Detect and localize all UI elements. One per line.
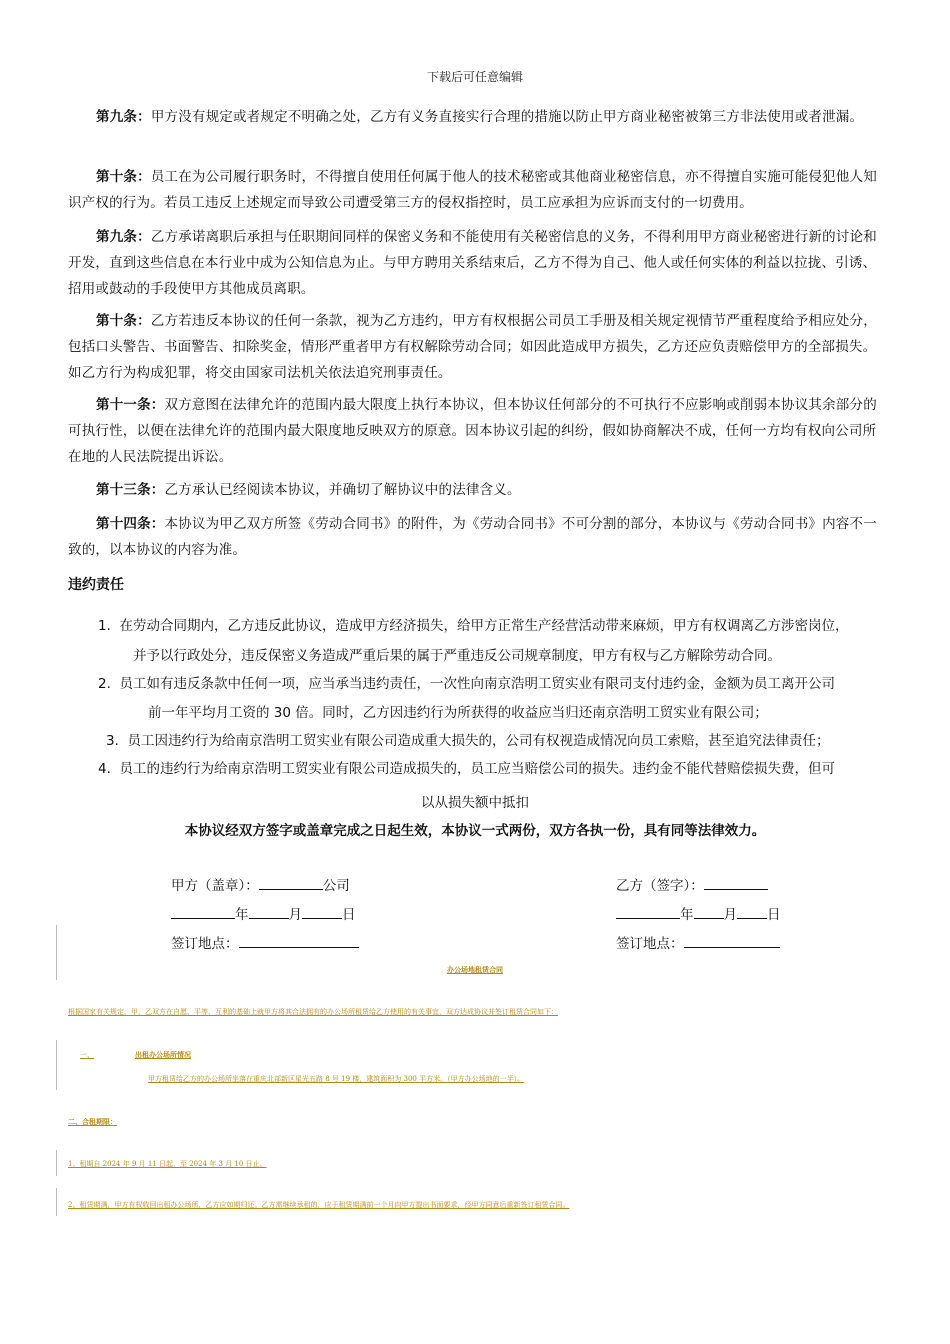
article-text: 乙方承认已经阅读本协议，并确切了解协议中的法律含义。 <box>164 482 521 498</box>
article-label: 第十一条： <box>96 397 165 413</box>
article-label: 第十四条： <box>96 516 165 532</box>
article-9a <box>68 104 880 130</box>
party-b-label: 乙方（签字）： <box>616 878 704 894</box>
place-label: 签订地点： <box>616 936 684 952</box>
liability-item-2-cont: 前一年平均月工资的 30 倍。同时，乙方因违约行为所获得的收益应当归还南京浩明工贸实业有限公司； <box>148 705 768 721</box>
blank-line <box>684 935 780 948</box>
party-a-place-line <box>171 932 359 952</box>
day-label: 日 <box>767 907 781 923</box>
party-a-date-line <box>171 903 356 923</box>
blank-line <box>171 906 235 919</box>
lease-section-1-title: 出租办公场所情况 <box>135 1050 191 1059</box>
lease-section-2-item-2: 2、租赁期满，甲方有权收回出租办公场所，乙方应如期归还。乙方需继续承租的，应于租赁期满前一个月向甲方提出书面要求，经甲方同意后重新签订租赁合同。 <box>68 1201 570 1209</box>
article-11 <box>68 392 880 470</box>
article-text: 本协议为甲乙双方所签《劳动合同书》的附件，为《劳动合同书》不可分割的部分，本协议与《劳动合同书》内容不一致的，以本协议的内容为准。 <box>68 516 877 558</box>
item-number: 1. <box>98 618 111 634</box>
margin-rule <box>56 1188 57 1216</box>
month-label: 月 <box>723 907 737 923</box>
article-label: 第十条： <box>96 169 151 185</box>
article-text: 双方意图在法律允许的范围内最大限度上执行本协议，但本协议任何部分的不可执行不应影响或削弱本协议其余部分的可执行性，以便在法律允许的范围内最大限度地反映双方的原意。因本协议引起的纠纷，假如协商解决不成，任何一方均有权向公司所在地的人民法院提出诉讼。 <box>68 397 877 465</box>
article-10b <box>68 308 880 386</box>
blank-line <box>737 906 767 919</box>
margin-rule <box>56 1150 57 1176</box>
article-9b <box>68 224 880 302</box>
year-label: 年 <box>235 907 249 923</box>
item-number: 2. <box>98 676 111 692</box>
blank-line <box>302 906 342 919</box>
item-text: 员工如有违反条款中任何一项，应当承当违约责任，一次性向南京浩明工贸实业有限司支付违约金，金额为员工离开公司 <box>119 676 835 692</box>
day-label: 日 <box>342 907 356 923</box>
blank-line <box>259 877 323 890</box>
party-a-sign-line <box>171 874 350 894</box>
article-14 <box>68 511 880 563</box>
liability-item-3 <box>106 726 906 756</box>
liability-item-4-cont: 以从损失额中抵扣 <box>421 795 529 811</box>
item-text: 员工的违约行为给南京浩明工贸实业有限公司造成损失的，员工应当赔偿公司的损失。违约金不能代替赔偿损失费，但可 <box>119 761 835 777</box>
lease-intro: 根据国家有关规定，甲、乙双方在自愿、平等、互利的基础上就甲方将其合法拥有的办公场所租赁给乙方使用的有关事宜，双方达成协议并签订租赁合同如下： <box>68 1008 558 1016</box>
lease-title: 办公场地租赁合同 <box>447 966 503 974</box>
liability-item-1-cont: 并予以行政处分，违反保密义务造成严重后果的属于严重违反公司规章制度，甲方有权与乙方解除劳动合同。 <box>133 648 781 664</box>
article-label: 第十条： <box>96 313 151 329</box>
liability-item-4 <box>98 754 898 784</box>
month-label: 月 <box>288 907 302 923</box>
item-number: 3. <box>106 733 119 749</box>
article-text: 乙方承诺离职后承担与任职期间同样的保密义务和不能使用有关秘密信息的义务，不得利用甲方商业秘密进行新的讨论和开发，直到这些信息在本行业中成为公知信息为止。与甲方聘用关系结束后，乙方不得为自己、他人或任何实体的利益以拉拢、引诱、招用或鼓动的手段使甲方其他成员离职。 <box>68 229 877 297</box>
article-label: 第九条： <box>96 109 151 125</box>
article-label: 第十三条： <box>96 482 165 498</box>
item-text: 员工因违约行为给南京浩明工贸实业有限公司造成重大损失的，公司有权视造成情况向员工索赔，甚至追究法律责任； <box>127 733 830 749</box>
place-label: 签订地点： <box>171 936 239 952</box>
article-text: 乙方若违反本协议的任何一条款，视为乙方违约，甲方有权根据公司员工手册及相关规定视情节严重程度给予相应处分，包括口头警告、书面警告、扣除奖金，情形严重者甲方有权解除劳动合同；如因此造成甲方损失，乙方还应负责赔偿甲方的全部损失。如乙方行为构成犯罪，将交由国家司法机关依法追究刑事责任。 <box>68 313 877 381</box>
blank-line <box>239 935 359 948</box>
blank-line <box>616 906 680 919</box>
article-13 <box>68 477 880 503</box>
party-b-sign-line <box>616 874 768 894</box>
item-text: 在劳动合同期内，乙方违反此协议，造成甲方经济损失，给甲方正常生产经营活动带来麻烦，甲方有权调离乙方涉密岗位， <box>119 618 849 634</box>
effect-statement: 本协议经双方签字或盖章完成之日起生效，本协议一式两份，双方各执一份，具有同等法律效力。 <box>184 823 766 839</box>
blank-line <box>249 906 289 919</box>
lease-section-1-number: 一、 <box>80 1051 94 1059</box>
lease-section-2-item-1: 1、租期自 2024 年 9 月 11 日起，至 2024 年 3 月 10 日止。 <box>68 1160 267 1168</box>
party-a-suffix: 公司 <box>322 878 350 894</box>
margin-rule <box>56 1040 57 1090</box>
article-text: 员工在为公司履行职务时，不得擅自使用任何属于他人的技术秘密或其他商业秘密信息，亦不得擅自实施可能侵犯他人知识产权的行为。若员工违反上述规定而导致公司遭受第三方的侵权指控时，员工应承担为应诉而支付的一切费用。 <box>68 169 877 211</box>
article-text: 甲方没有规定或者规定不明确之处，乙方有义务直接实行合理的措施以防止甲方商业秘密被第三方非法使用或者泄漏。 <box>150 109 864 125</box>
lease-section-1-text: 甲方租赁给乙方的办公场所坐落在重庆北部新区星光五路 8 号 19 楼，建筑面积为 300 平方米。（甲方办公场地的一半）。 <box>148 1075 525 1083</box>
liability-title: 违约责任 <box>68 577 124 593</box>
party-b-date-line <box>616 903 781 923</box>
liability-item-2 <box>98 669 898 699</box>
article-label: 第九条： <box>96 229 151 245</box>
liability-item-1 <box>98 611 898 641</box>
lease-section-2-title: 二、合租期限： <box>68 1117 117 1126</box>
item-number: 4. <box>98 761 111 777</box>
page-header: 下载后可任意编辑 <box>426 70 523 84</box>
party-a-label: 甲方（盖章）： <box>171 878 259 894</box>
blank-line <box>694 906 724 919</box>
party-b-place-line <box>616 932 780 952</box>
blank-line <box>704 877 768 890</box>
year-label: 年 <box>680 907 694 923</box>
article-10a <box>68 164 880 216</box>
